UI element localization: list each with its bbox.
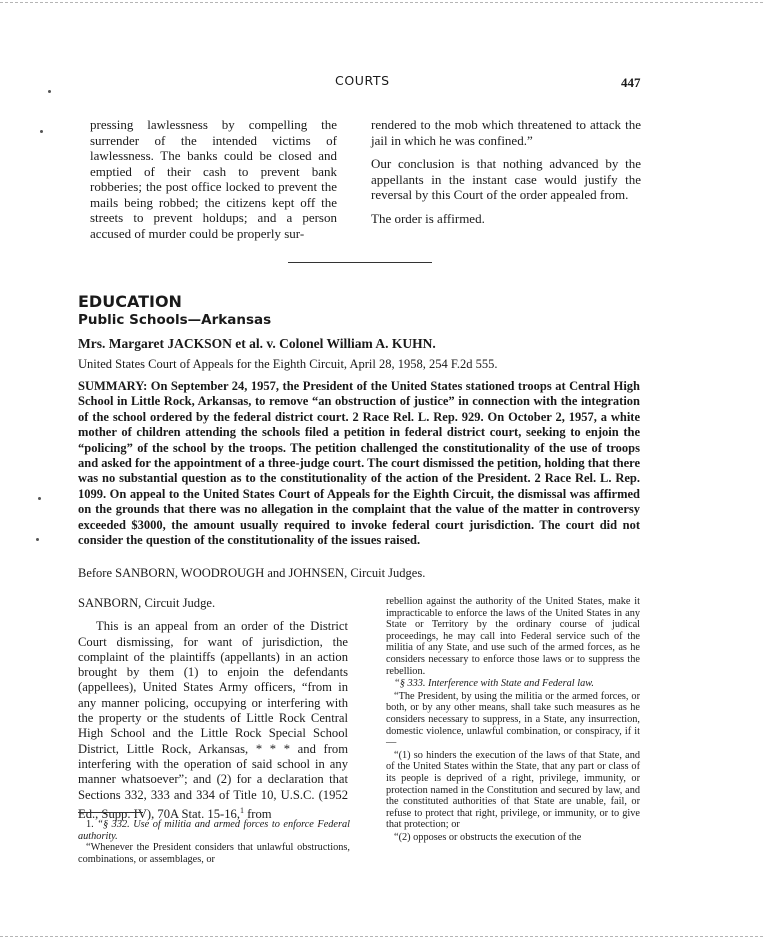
case-summary: SUMMARY: On September 24, 1957, the President of the United States stationed troops at Central High School in Little Rock, Arkansas, to remove “an obstruction of justice” in connection with the integration of the school ordered by the federal district court. 2 Race Rel. L. Rep. 929. On October 2, 1957, a white mother of children attending the schools filed a petition in federal district court, seeking to enjoin the “policing” of the school by the troops. The petition challenged the constitutionality of the use of troops and asked for the appointment of a three-judge court. The court dismissed the petition, holding that there was no substantial question as to the constitutionality of the action of the President. 2 Race Rel. L. Rep. 1099. On appeal to the United States Court of Appeals for the Eighth Circuit, the dismissal was affirmed on the grounds that there was no allegation in the complaint that the value of the matter in controversy exceeded $3000, the amount usually required to invoke federal court jurisdiction. The court did not consider the question of the constitutionality of the issues raised.	[78, 379, 640, 548]
case-title: Mrs. Margaret JACKSON et al. v. Colonel William A. KUHN.	[78, 336, 436, 351]
scan-speck	[36, 538, 39, 541]
footnote-reference: 1	[239, 805, 244, 815]
statute-president-paragraph: “The President, by using the militia or the armed forces, or both, or by any other means, shall take such measures as he considers necessary to suppress, in a State, any insurrection, domestic violence, unlawful combination, or conspiracy, if it—	[386, 690, 640, 749]
section-divider	[288, 262, 432, 263]
statute-continuation: rebellion against the authority of the United States, make it impracticable to enforce the laws of the United States in any State or Territory by the ordinary course of judical proceedings, he may call into Federal service such of the militia of any State, and use such of the armed forces, as he considers necessary to enforce those laws or to suppress the rebellion.	[386, 596, 640, 677]
running-head: COURTS	[335, 73, 390, 88]
footnote-number: 1.	[86, 819, 94, 830]
quote-continuation: rendered to the mob which threatened to attack the jail in which he was confined.”	[371, 117, 641, 148]
bottom-scan-edge	[0, 936, 763, 937]
section-title: EDUCATION	[78, 292, 182, 311]
top-scan-edge	[0, 2, 763, 3]
judges-line: Before SANBORN, WOODROUGH and JOHNSEN, Circuit Judges.	[78, 566, 426, 580]
top-left-column	[90, 117, 337, 241]
top-left-paragraph: pressing lawlessness by compelling the surrender of the intended victims of lawlessness. The banks could be closed and emptied of their cash to prevent bank robberies; the post office locked to prevent the mails being robbed; the citizens kept off the streets to prevent holdups; and a person accused of murder could be properly sur-	[90, 117, 337, 241]
footnote-rule	[78, 812, 143, 813]
statute-clause-2: “(2) opposes or obstructs the execution of the	[394, 831, 582, 843]
top-right-column	[371, 117, 641, 226]
statute-clause-1: “(1) so hinders the execution of the laws of that State, and of the United States within the State, that any part or class of its people is deprived of a right, privilege, immunity, or protection named in the Constitution and secured by law, and the constituted authorities of that State are unable, fail, or refuse to protect that right, privilege, or immunity, or to give that protection; or	[386, 749, 640, 831]
footnote-section-heading: “§ 332. Use of militia and armed forces to enforce Federal authority.	[78, 819, 350, 842]
section-subtitle: Public Schools—Arkansas	[78, 312, 272, 328]
statute-column	[386, 596, 640, 843]
footnote	[78, 819, 350, 865]
opinion-judge: SANBORN, Circuit Judge.	[78, 596, 216, 610]
opinion-text: This is an appeal from an order of the District Court dismissing, for want of jurisdiction, the complaint of the plaintiffs (appellants) in an action brought by them (1) to enjoin the defendants (appellees), United States Army officers, “from in any manner policing, occupying or interfering with the property or the students of Little Rock Central High School and the Little Rock Special School District, Little Rock, Arkansas, * * * and from interfering with the operation of said school in any manner whatsoever”; and (2) for a declaration that Sections 332, 333 and 334 of Title 10, U.S.C. (1952 Ed., Supp. IV), 70A Stat. 15-16,	[78, 619, 348, 822]
footnote-text: “Whenever the President considers that unlawful obstructions, combinations, or assemblages, or	[78, 842, 350, 865]
scan-speck	[48, 90, 51, 93]
order-affirmed: The order is affirmed.	[371, 210, 485, 226]
opinion-body	[78, 619, 348, 822]
court-citation: United States Court of Appeals for the Eighth Circuit, April 28, 1958, 254 F.2d 555.	[78, 357, 498, 371]
page-number: 447	[621, 75, 641, 90]
opinion-column	[78, 596, 348, 822]
scan-speck	[40, 130, 43, 133]
section-333-heading: “§ 333. Interference with State and Federal law.	[394, 678, 594, 690]
statute-section-333	[386, 678, 640, 690]
conclusion-paragraph: Our conclusion is that nothing advanced by the appellants in the instant case would justify the reversal by this Court of the order appealed from.	[371, 156, 641, 202]
opinion-text-end: from	[243, 807, 272, 822]
scan-speck	[38, 497, 41, 500]
footnote-heading-line	[78, 819, 350, 842]
